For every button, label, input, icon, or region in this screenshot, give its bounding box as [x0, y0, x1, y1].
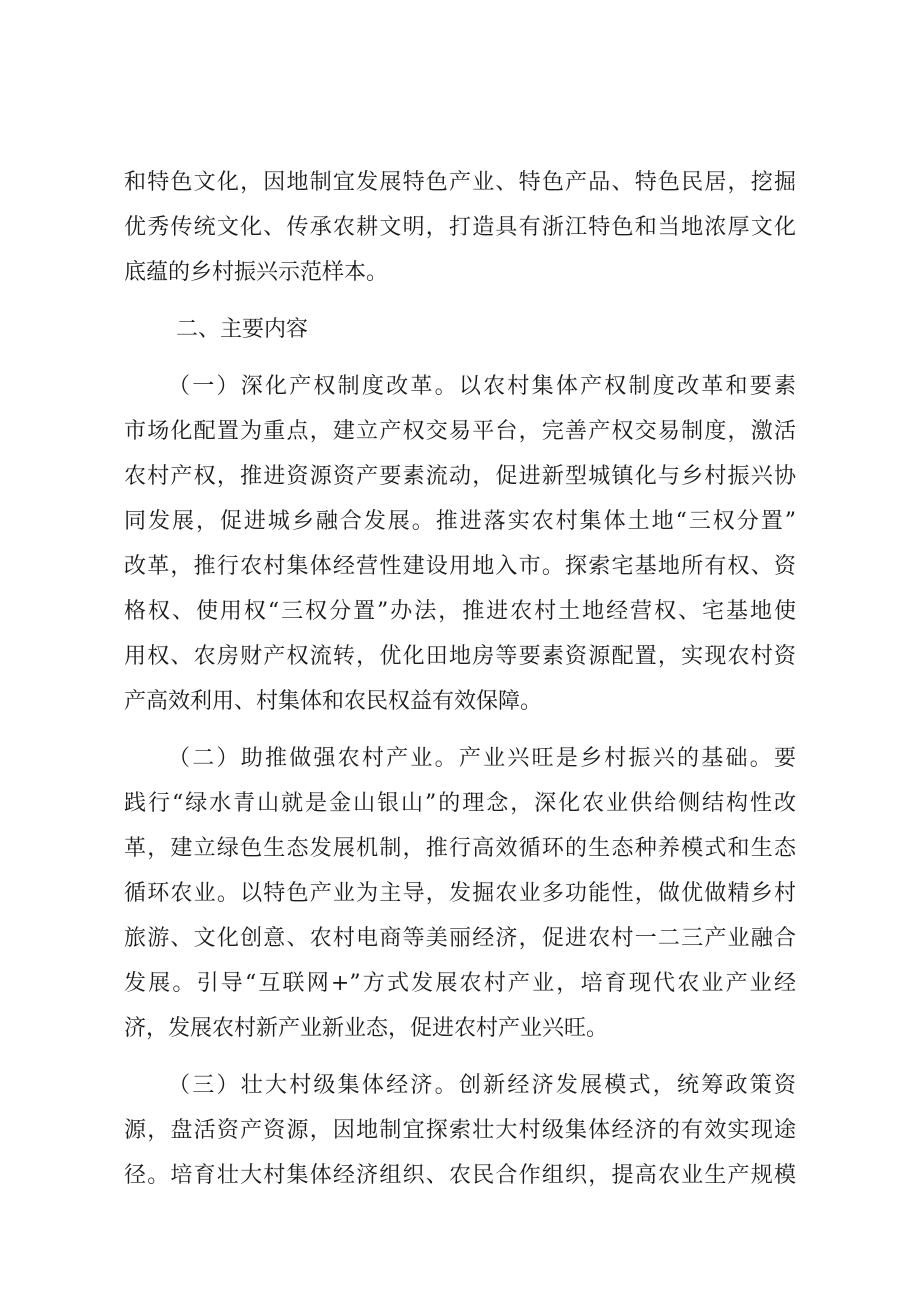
- text-line: 革，建立绿色生态发展机制，推行高效循环的生态种养模式和生态: [124, 836, 796, 861]
- text-line: （三）壮大村级集体经济。创新经济发展模式，统筹政策资: [168, 1073, 796, 1098]
- paragraph-item-1: [124, 364, 796, 724]
- text-line: 循环农业。以特色产业为主导，发掘农业多功能性，做优做精乡村: [124, 881, 796, 906]
- text-line: 农村产权，推进资源资产要素流动，促进新型城镇化与乡村振兴协: [124, 464, 796, 489]
- text-line: 和特色文化，因地制宜发展特色产业、特色产品、特色民居，挖掘: [124, 170, 796, 195]
- text-line: 践行“绿水青山就是金山银山”的理念，深化农业供给侧结构性改: [124, 791, 796, 816]
- text-line: 发展。引导“互联网+”方式发展农村产业，培育现代农业产业经: [124, 971, 796, 996]
- paragraph-item-3: [124, 1063, 796, 1198]
- paragraph-intro-continuation: [124, 160, 796, 295]
- text-line: （一）深化产权制度改革。以农村集体产权制度改革和要素: [168, 374, 796, 399]
- text-line: 底蕴的乡村振兴示范样本。: [124, 260, 389, 285]
- text-line: 改革，推行农村集体经营性建设用地入市。探索宅基地所有权、资: [124, 554, 796, 579]
- text-line: 济，发展农村新产业新业态，促进农村产业兴旺。: [124, 1016, 609, 1041]
- section-heading: [124, 307, 796, 352]
- text-line: 径。培育壮大村集体经济组织、农民合作组织，提高农业生产规模: [124, 1163, 796, 1188]
- section-heading-text: 二、主要内容: [176, 317, 309, 342]
- document-body: [124, 160, 796, 1210]
- text-line: （二）助推做强农村产业。产业兴旺是乡村振兴的基础。要: [168, 746, 796, 771]
- paragraph-item-2: [124, 736, 796, 1051]
- text-line: 格权、使用权“三权分置”办法，推进农村土地经营权、宅基地使: [124, 599, 796, 624]
- text-line: 用权、农房财产权流转，优化田地房等要素资源配置，实现农村资: [124, 644, 796, 669]
- text-line: 产高效利用、村集体和农民权益有效保障。: [124, 689, 543, 714]
- text-line: 市场化配置为重点，建立产权交易平台，完善产权交易制度，激活: [124, 419, 796, 444]
- text-line: 旅游、文化创意、农村电商等美丽经济，促进农村一二三产业融合: [124, 926, 796, 951]
- text-line: 同发展，促进城乡融合发展。推进落实农村集体土地“三权分置”: [124, 509, 796, 534]
- text-line: 源，盘活资产资源，因地制宜探索壮大村级集体经济的有效实现途: [124, 1118, 796, 1143]
- text-line: 优秀传统文化、传承农耕文明，打造具有浙江特色和当地浓厚文化: [124, 215, 796, 240]
